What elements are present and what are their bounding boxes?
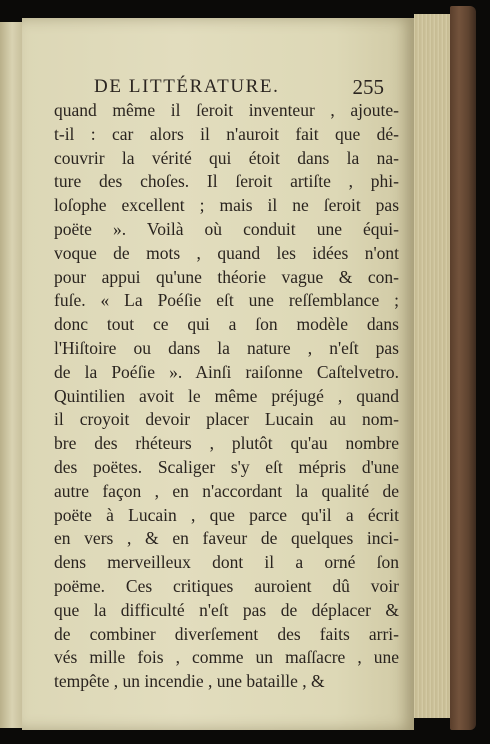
text-line: couvrir la vérité qui étoit dans la na- [54,147,399,168]
page-number: 255 [352,75,384,99]
text-line: ture des choſes. Il ſeroit artiſte , phi- [54,171,399,192]
text-line: loſophe excellent ; mais il ne ſeroit pas [54,195,399,216]
page-header [94,76,394,100]
text-line: tempête , un incendie , une bataille , & [54,671,325,692]
text-line: pour appui qu'une théorie vague & con- [54,266,399,287]
text-line: en vers , & en faveur de quelques inci- [54,528,399,549]
text-line: vés mille fois , comme un maſſacre , une [54,647,399,668]
text-line: de combiner diverſement des faits arri- [54,623,399,644]
text-line: l'Hiſtoire ou dans la nature , n'eſt pas [54,337,399,358]
text-line: poëte ». Voilà où conduit une équi- [54,218,399,239]
page-fore-edge [414,14,451,718]
text-line: il croyoit devoir placer Lucain au nom- [54,409,399,430]
text-line: poëme. Ces critiques auroient dû voir [54,575,399,596]
text-line: bre des rhéteurs , plutôt qu'au nombre [54,433,399,454]
text-line: fuſe. « La Poéſie eſt une reſſemblance ; [54,290,399,311]
body-text [54,99,399,694]
text-line: t-il : car alors il n'auroit fait que dé- [54,123,399,144]
text-line: des poëtes. Scaliger s'y eſt mépris d'une [54,456,399,477]
text-line: dens merveilleux dont il a orné ſon [54,552,399,573]
text-line: autre façon , en n'accordant la qualité de [54,480,399,501]
text-line: quand même il ſeroit inventeur , ajoute- [54,100,399,120]
text-line: de la Poéſie ». Ainſi raiſonne Caſtelvetro. [54,361,399,382]
text-line: Quintilien avoit le même préjugé , quand [54,385,399,406]
book-cover-edge [450,6,476,730]
running-head: DE LITTÉRATURE. [94,76,280,97]
facing-page-edge [0,22,23,728]
text-line: poëte à Lucain , que parce qu'il a écrit [54,504,399,525]
text-line: que la difficulté n'eſt pas de déplacer & [54,599,399,620]
text-line: voque de mots , quand les idées n'ont [54,242,399,263]
text-line: donc tout ce qui a ſon modèle dans [54,314,399,335]
